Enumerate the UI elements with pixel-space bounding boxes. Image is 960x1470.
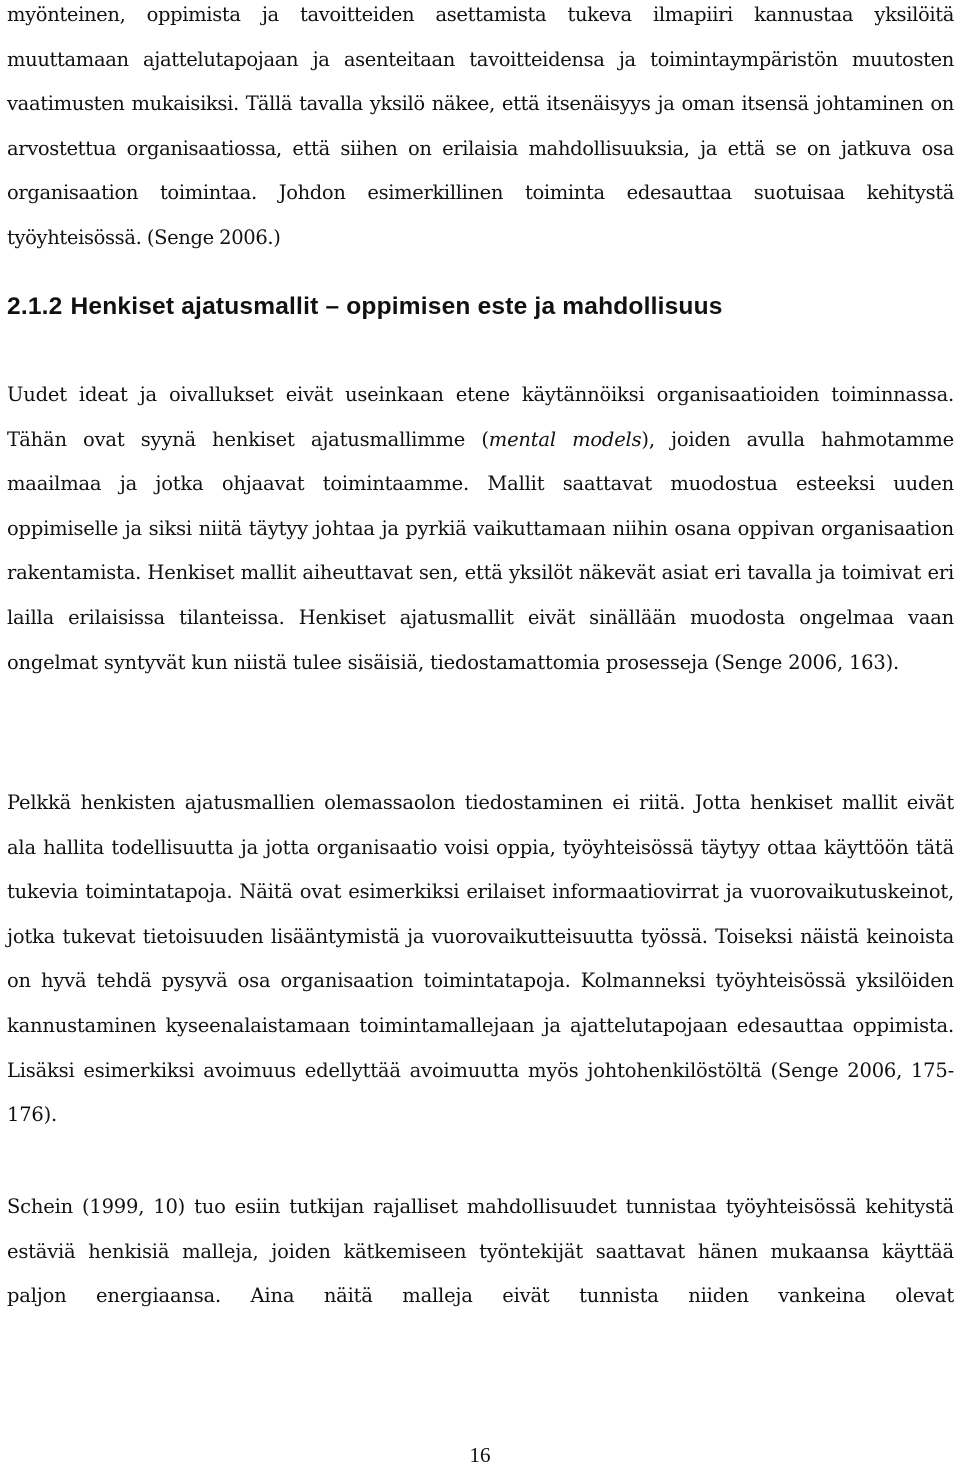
page-number: 16 bbox=[469, 1443, 491, 1467]
paragraph-mental-models bbox=[7, 373, 954, 685]
paragraph-schein: Schein (1999, 10) tuo esiin tutkijan rajalliset mahdollisuudet tunnistaa työyhteisössä kehitystä estäviä henkisiä malleja, joiden kätkemiseen työntekijät saattavat hänen mukaansa käyttää paljon energiaansa. Aina näitä malleja eivät tunnista niiden vankeina olevat bbox=[7, 1195, 954, 1308]
section-heading bbox=[7, 287, 723, 327]
paragraph-top: myönteinen, oppimista ja tavoitteiden asettamista tukeva ilmapiiri kannustaa yksilöitä muuttamaan ajattelutapojaan ja asenteitaan tavoitteidensa ja toimintaympäristön muutosten vaatimusten mukaisiksi. Tällä tavalla yksilö näkee, että itsenäisyys ja oman itsensä johtaminen on arvostettua organisaatiossa, että siihen on erilaisia mahdollisuuksia, ja että se on jatkuva osa organisaation toimintaa. Johdon esimerkillinen toiminta edesauttaa suotuisaa kehitystä työyhteisössä. (Senge 2006.) bbox=[7, 3, 954, 249]
section-title: Henkiset ajatusmallit – oppimisen este ja mahdollisuus bbox=[70, 293, 723, 320]
paragraph-practices: Pelkkä henkisten ajatusmallien olemassaolon tiedostaminen ei riitä. Jotta henkiset mallit eivät ala hallita todellisuutta ja jotta organisaatio voisi oppia, työyhteisössä täytyy ottaa käyttöön tätä tukevia toimintatapoja. Näitä ovat esimerkiksi erilaiset informaatiovirrat ja vuorovaikutuskeinot, jotka tukevat tietoisuuden lisääntymistä ja vuorovaikutteisuutta työssä. Toiseksi näistä keinoista on hyvä tehdä pysyvä osa organisaation toimintatapoja. Kolmanneksi työyhteisössä yksilöiden kannustaminen kyseenalaistamaan toimintamallejaan ja ajattelutapojaan edesauttaa oppimista. Lisäksi esimerkiksi avoimuus edellyttää avoimuutta myös johtohenkilöstöltä (Senge 2006, 175-176). bbox=[7, 791, 954, 1127]
paragraph-1-start: Uudet ideat ja oivallukset eivät useinkaan etene käytännöiksi organisaatioiden toiminnassa. Tähän ovat syynä henkiset ajatusmallimme ( bbox=[7, 383, 954, 451]
paragraph-1-end: ), joiden avulla hahmotamme maailmaa ja jotka ohjaavat toimintaamme. Mallit saattavat muodostua esteeksi uuden oppimiselle ja siksi niitä täytyy johtaa ja pyrkiä vaikuttamaan niihin osana oppivan organisaation rakentamista. Henkiset mallit aiheuttavat sen, että yksilöt näkevät asiat eri tavalla ja toimivat eri lailla erilaisissa tilanteissa. Henkiset ajatusmallit eivät sinällään muodosta ongelmaa vaan ongelmat syntyvät kun niistä tulee sisäisiä, tiedostamattomia prosesseja (Senge 2006, 163). bbox=[7, 427, 954, 674]
section-number: 2.1.2 bbox=[7, 293, 63, 320]
italic-term: mental models bbox=[488, 427, 642, 451]
